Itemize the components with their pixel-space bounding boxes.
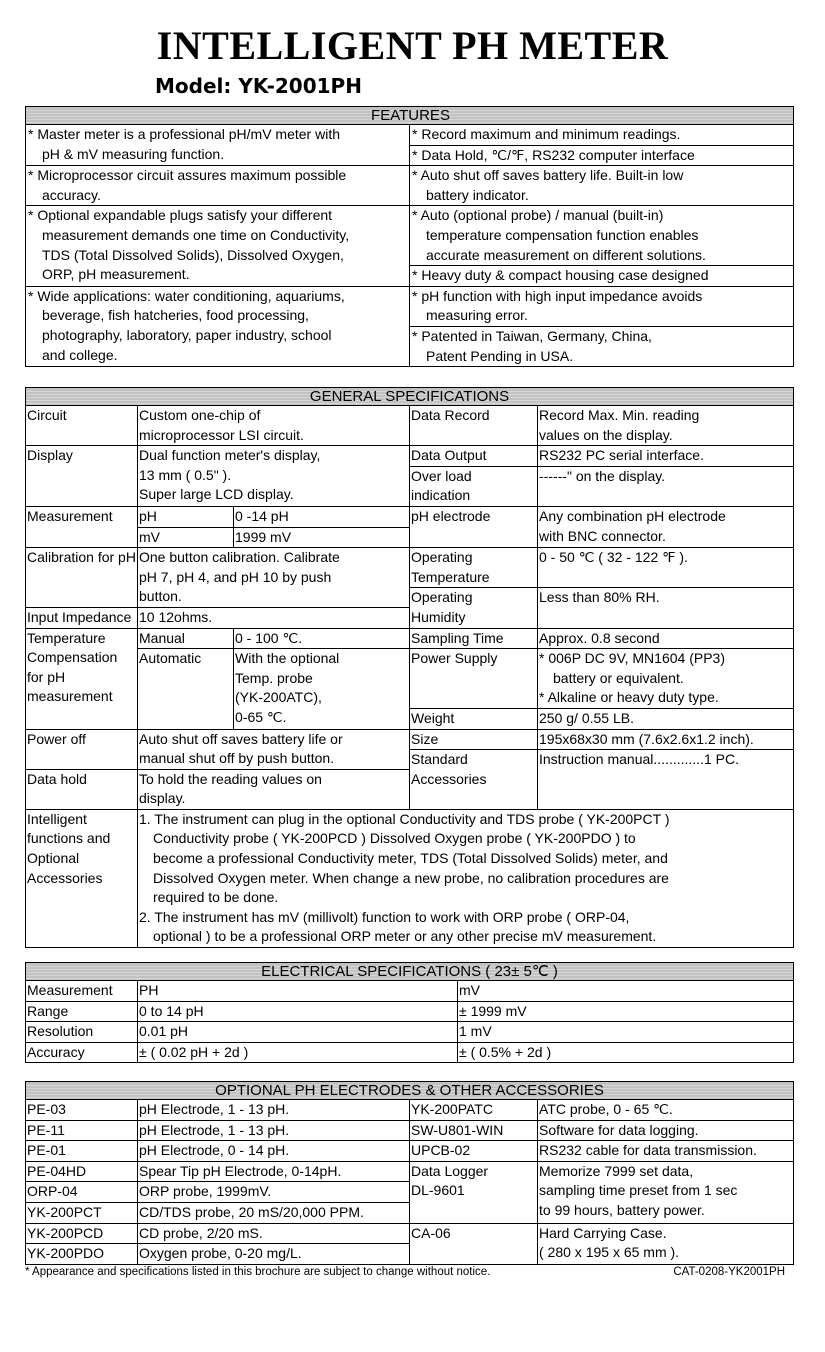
spec-value [538,506,794,547]
spec-sublabel: Manual [138,628,234,649]
spec-label: Weight [410,708,538,729]
table-cell: pH Electrode, 1 - 13 pH. [138,1120,410,1141]
feature-text: pH & mV measuring function. [42,145,225,162]
spec-text: Record Max. Min. reading [539,407,700,423]
spec-label [26,809,138,947]
spec-value: RS232 PC serial interface. [538,446,794,467]
table-cell: 1 mV [458,1022,794,1043]
table-cell: YK-200PATC [410,1100,538,1121]
feature-text: beverage, fish hatcheries, food processing, [42,307,309,324]
feature-text: * Wide applications: water conditioning, aquariums, [28,287,345,304]
spec-text: 0-65 ℃. [235,708,287,725]
feature-text: * Master meter is a professional pH/mV meter with [28,126,340,142]
feature-text: ORP, pH measurement. [42,266,190,283]
catalog-code: CAT-0208-YK2001PH [673,1266,785,1278]
spec-text: become a professional Conductivity meter, TDS (Total Dissolved Solids) meter, and [153,850,668,867]
spec-text: Operating [411,549,473,566]
spec-text: optional ) to be a professional ORP meter or any other precise mV measurement. [153,928,657,945]
feature-cell [410,206,794,266]
feature-text: accurate measurement on different solutions. [426,246,706,263]
spec-text: 1. The instrument can plug in the optional Conductivity and TDS probe ( YK-200PCT ) [139,810,670,827]
table-cell: pH Electrode, 1 - 13 pH. [138,1100,410,1121]
spec-label [410,548,538,588]
spec-text: button. [139,588,182,605]
footnote: * Appearance and specifications listed in this brochure are subject to change without notice. [25,1266,491,1278]
spec-text: functions and [27,830,111,847]
spec-sublabel: pH [138,506,234,527]
general-specs-header: GENERAL SPECIFICATIONS [26,388,794,406]
table-row [26,1161,794,1182]
spec-text: indication [411,487,471,504]
spec-text: microprocessor LSI circuit. [139,426,304,443]
spec-label: Sampling Time [410,628,538,649]
cell-text: DL-9601 [411,1182,465,1199]
table-cell: SW-U801-WIN [410,1120,538,1141]
spec-value: 250 g/ 0.55 LB. [538,708,794,729]
feature-text: battery indicator. [426,186,529,203]
spec-text: Temperature [27,629,106,646]
features-header: FEATURES [26,107,794,125]
spec-value: Instruction manual.............1 PC. [538,750,794,810]
spec-text: Accessories [27,869,103,886]
feature-cell [26,166,410,206]
spec-label: pH electrode [410,506,538,547]
spec-sublabel: Automatic [138,649,234,729]
feature-text: TDS (Total Dissolved Solids), Dissolved Oxygen, [42,246,344,263]
table-cell: YK-200PDO [26,1244,138,1265]
table-cell: CD probe, 2/20 mS. [138,1223,410,1244]
feature-cell [26,125,410,166]
table-cell: PE-04HD [26,1161,138,1182]
spec-text: Custom one-chip of [139,407,261,423]
cell-text: Memorize 7999 set data, [539,1162,694,1179]
table-cell: CD/TDS probe, 20 mS/20,000 PPM. [138,1202,410,1223]
table-cell: PE-01 [26,1141,138,1162]
table-cell: ATC probe, 0 - 65 ℃. [538,1100,794,1121]
feature-text: * Data Hold, ℃/℉, RS232 computer interface [412,146,695,163]
spec-value: 0 -14 pH [234,506,410,527]
table-cell: Software for data logging. [538,1120,794,1141]
table-cell: Oxygen probe, 0-20 mg/L. [138,1244,410,1265]
spec-value: 1999 mV [234,527,410,548]
spec-label [26,628,138,729]
spec-label [410,466,538,506]
table-row [26,1001,794,1022]
cell-text: ( 280 x 195 x 65 mm ). [539,1244,680,1261]
feature-text: * Record maximum and minimum readings. [412,126,681,142]
feature-cell [410,125,794,146]
spec-label: Input Impedance [26,607,138,628]
table-cell: ORP-04 [26,1182,138,1203]
spec-text: Conductivity probe ( YK-200PCD ) Dissolved Oxygen probe ( YK-200PDO ) to [153,830,636,847]
spec-text: Super large LCD display. [139,486,294,503]
cell-text: sampling time preset from 1 sec [539,1182,738,1199]
table-cell: ORP probe, 1999mV. [138,1182,410,1203]
spec-text: Auto shut off saves battery life or [139,730,343,747]
spec-value: 195x68x30 mm (7.6x2.6x1.2 inch). [538,729,794,750]
optional-accessories-header: OPTIONAL PH ELECTRODES & OTHER ACCESSORIES [26,1082,794,1100]
table-cell: ± 1999 mV [458,1001,794,1022]
spec-text: display. [139,790,186,807]
feature-text: Patent Pending in USA. [426,347,574,364]
spec-text: Humidity [411,608,466,625]
table-cell: YK-200PCT [26,1202,138,1223]
spec-label: Calibration for pH [26,548,138,608]
table-row [26,1120,794,1141]
feature-text: * Auto shut off saves battery life. Built-in low [412,167,684,184]
table-cell: PE-11 [26,1120,138,1141]
cell-text: Data Logger [411,1162,489,1179]
table-row [26,1042,794,1063]
spec-label: Power off [26,729,138,769]
feature-text: * Patented in Taiwan, Germany, China, [412,327,652,344]
spec-text: Intelligent [27,810,87,827]
spec-text: Any combination pH electrode [539,507,726,524]
spec-label: Measurement [26,506,138,547]
spec-sublabel: mV [138,527,234,548]
spec-value: Less than 80% RH. [538,588,794,628]
spec-value [234,649,410,729]
page-title: INTELLIGENT PH METER [156,23,669,68]
table-cell: PE-03 [26,1100,138,1121]
spec-text: measurement [27,688,113,705]
table-row [26,1223,794,1244]
feature-text: and college. [42,346,118,363]
spec-text: for pH [27,668,66,685]
spec-value [138,406,410,446]
spec-text: * 006P DC 9V, MN1604 (PP3) [539,650,725,667]
spec-value: 0 - 50 ℃ ( 32 - 122 ℉ ). [538,548,794,588]
feature-text: photography, laboratory, paper industry, school [42,326,332,343]
table-row [26,981,794,1002]
spec-value: ------" on the display. [538,466,794,506]
table-cell: 0.01 pH [138,1022,458,1043]
table-row [26,1100,794,1121]
spec-text: Over load [411,467,472,484]
spec-text: Compensation [27,649,118,666]
table-cell: PH [138,981,458,1002]
spec-value [138,548,410,608]
table-cell [410,1161,538,1223]
spec-label: Power Supply [410,649,538,709]
spec-text: Dissolved Oxygen meter. When change a new probe, no calibration procedures are [153,869,669,886]
table-cell: RS232 cable for data transmission. [538,1141,794,1162]
spec-label [410,588,538,628]
spec-text: pH 7, pH 4, and pH 10 by push [139,568,332,585]
spec-text: 13 mm ( 0.5" ). [139,466,232,483]
table-cell: ± ( 0.02 pH + 2d ) [138,1042,458,1063]
spec-text: One button calibration. Calibrate [139,549,340,566]
feature-text: accuracy. [42,186,101,203]
table-row [26,1022,794,1043]
feature-cell [410,266,794,287]
feature-text: * pH function with high input impedance avoids [412,287,703,304]
table-cell [538,1161,794,1223]
feature-text: measuring error. [426,307,528,324]
features-table [25,106,794,367]
spec-text: with BNC connector. [539,527,666,544]
feature-cell [26,286,410,366]
spec-label: Circuit [26,406,138,446]
table-cell: Measurement [26,981,138,1002]
spec-value [138,446,410,507]
table-cell: pH Electrode, 0 - 14 pH. [138,1141,410,1162]
spec-label: Size [410,729,538,750]
electrical-specs-header: ELECTRICAL SPECIFICATIONS ( 23± 5℃ ) [26,963,794,981]
feature-text: * Auto (optional probe) / manual (built-in) [412,207,664,224]
table-cell: YK-200PCD [26,1223,138,1244]
spec-text: Dual function meter's display, [139,447,321,464]
spec-value: Approx. 0.8 second [538,628,794,649]
spec-label: Data Record [410,406,538,446]
table-cell: 0 to 14 pH [138,1001,458,1022]
feature-cell [26,206,410,286]
feature-text: * Heavy duty & compact housing case designed [412,267,709,284]
spec-value [138,809,794,947]
spec-text: Temperature [411,568,490,585]
spec-text: 2. The instrument has mV (millivolt) function to work with ORP probe ( ORP-04, [139,908,630,925]
table-cell: ± ( 0.5% + 2d ) [458,1042,794,1063]
spec-label [410,750,538,810]
table-cell: Accuracy [26,1042,138,1063]
feature-text: temperature compensation function enables [426,226,699,243]
feature-text: * Optional expandable plugs satisfy your different [28,207,333,224]
spec-label: Display [26,446,138,507]
table-cell [538,1223,794,1264]
cell-text: to 99 hours, battery power. [539,1201,705,1218]
spec-text: (YK-200ATC), [235,689,322,706]
cell-text: Hard Carrying Case. [539,1224,667,1241]
spec-text: To hold the reading values on [139,770,322,787]
spec-text: Optional [27,850,80,867]
spec-label: Data hold [26,769,138,809]
model-number: Model: YK-2001PH [155,74,362,98]
table-cell: Range [26,1001,138,1022]
spec-text: values on the display. [539,426,673,443]
spec-text: Standard [411,751,468,768]
table-cell: UPCB-02 [410,1141,538,1162]
optional-accessories-table [25,1081,794,1265]
feature-text: * Microprocessor circuit assures maximum possible [28,167,347,184]
spec-value [138,769,410,809]
feature-cell [410,326,794,366]
spec-text: Accessories [411,770,487,787]
spec-text: manual shut off by push button. [139,750,335,767]
spec-value: 10 12ohms. [138,607,410,628]
spec-text: Operating [411,589,473,606]
table-cell: CA-06 [410,1223,538,1264]
feature-cell [410,166,794,206]
spec-value: 0 - 100 ℃. [234,628,410,649]
feature-cell [410,286,794,326]
table-cell: Spear Tip pH Electrode, 0-14pH. [138,1161,410,1182]
spec-text: * Alkaline or heavy duty type. [539,689,719,706]
spec-value [138,729,410,769]
spec-text: With the optional [235,650,340,667]
feature-text: measurement demands one time on Conductivity, [42,226,350,243]
spec-text: Temp. probe [235,669,313,686]
table-cell: Resolution [26,1022,138,1043]
spec-text: battery or equivalent. [553,669,684,686]
spec-text: required to be done. [153,889,279,906]
general-specs-table [25,387,794,948]
feature-cell [410,145,794,166]
spec-value [538,649,794,709]
table-row [26,1141,794,1162]
spec-value [538,406,794,446]
spec-label: Data Output [410,446,538,467]
table-cell: mV [458,981,794,1002]
electrical-specs-table [25,962,794,1063]
